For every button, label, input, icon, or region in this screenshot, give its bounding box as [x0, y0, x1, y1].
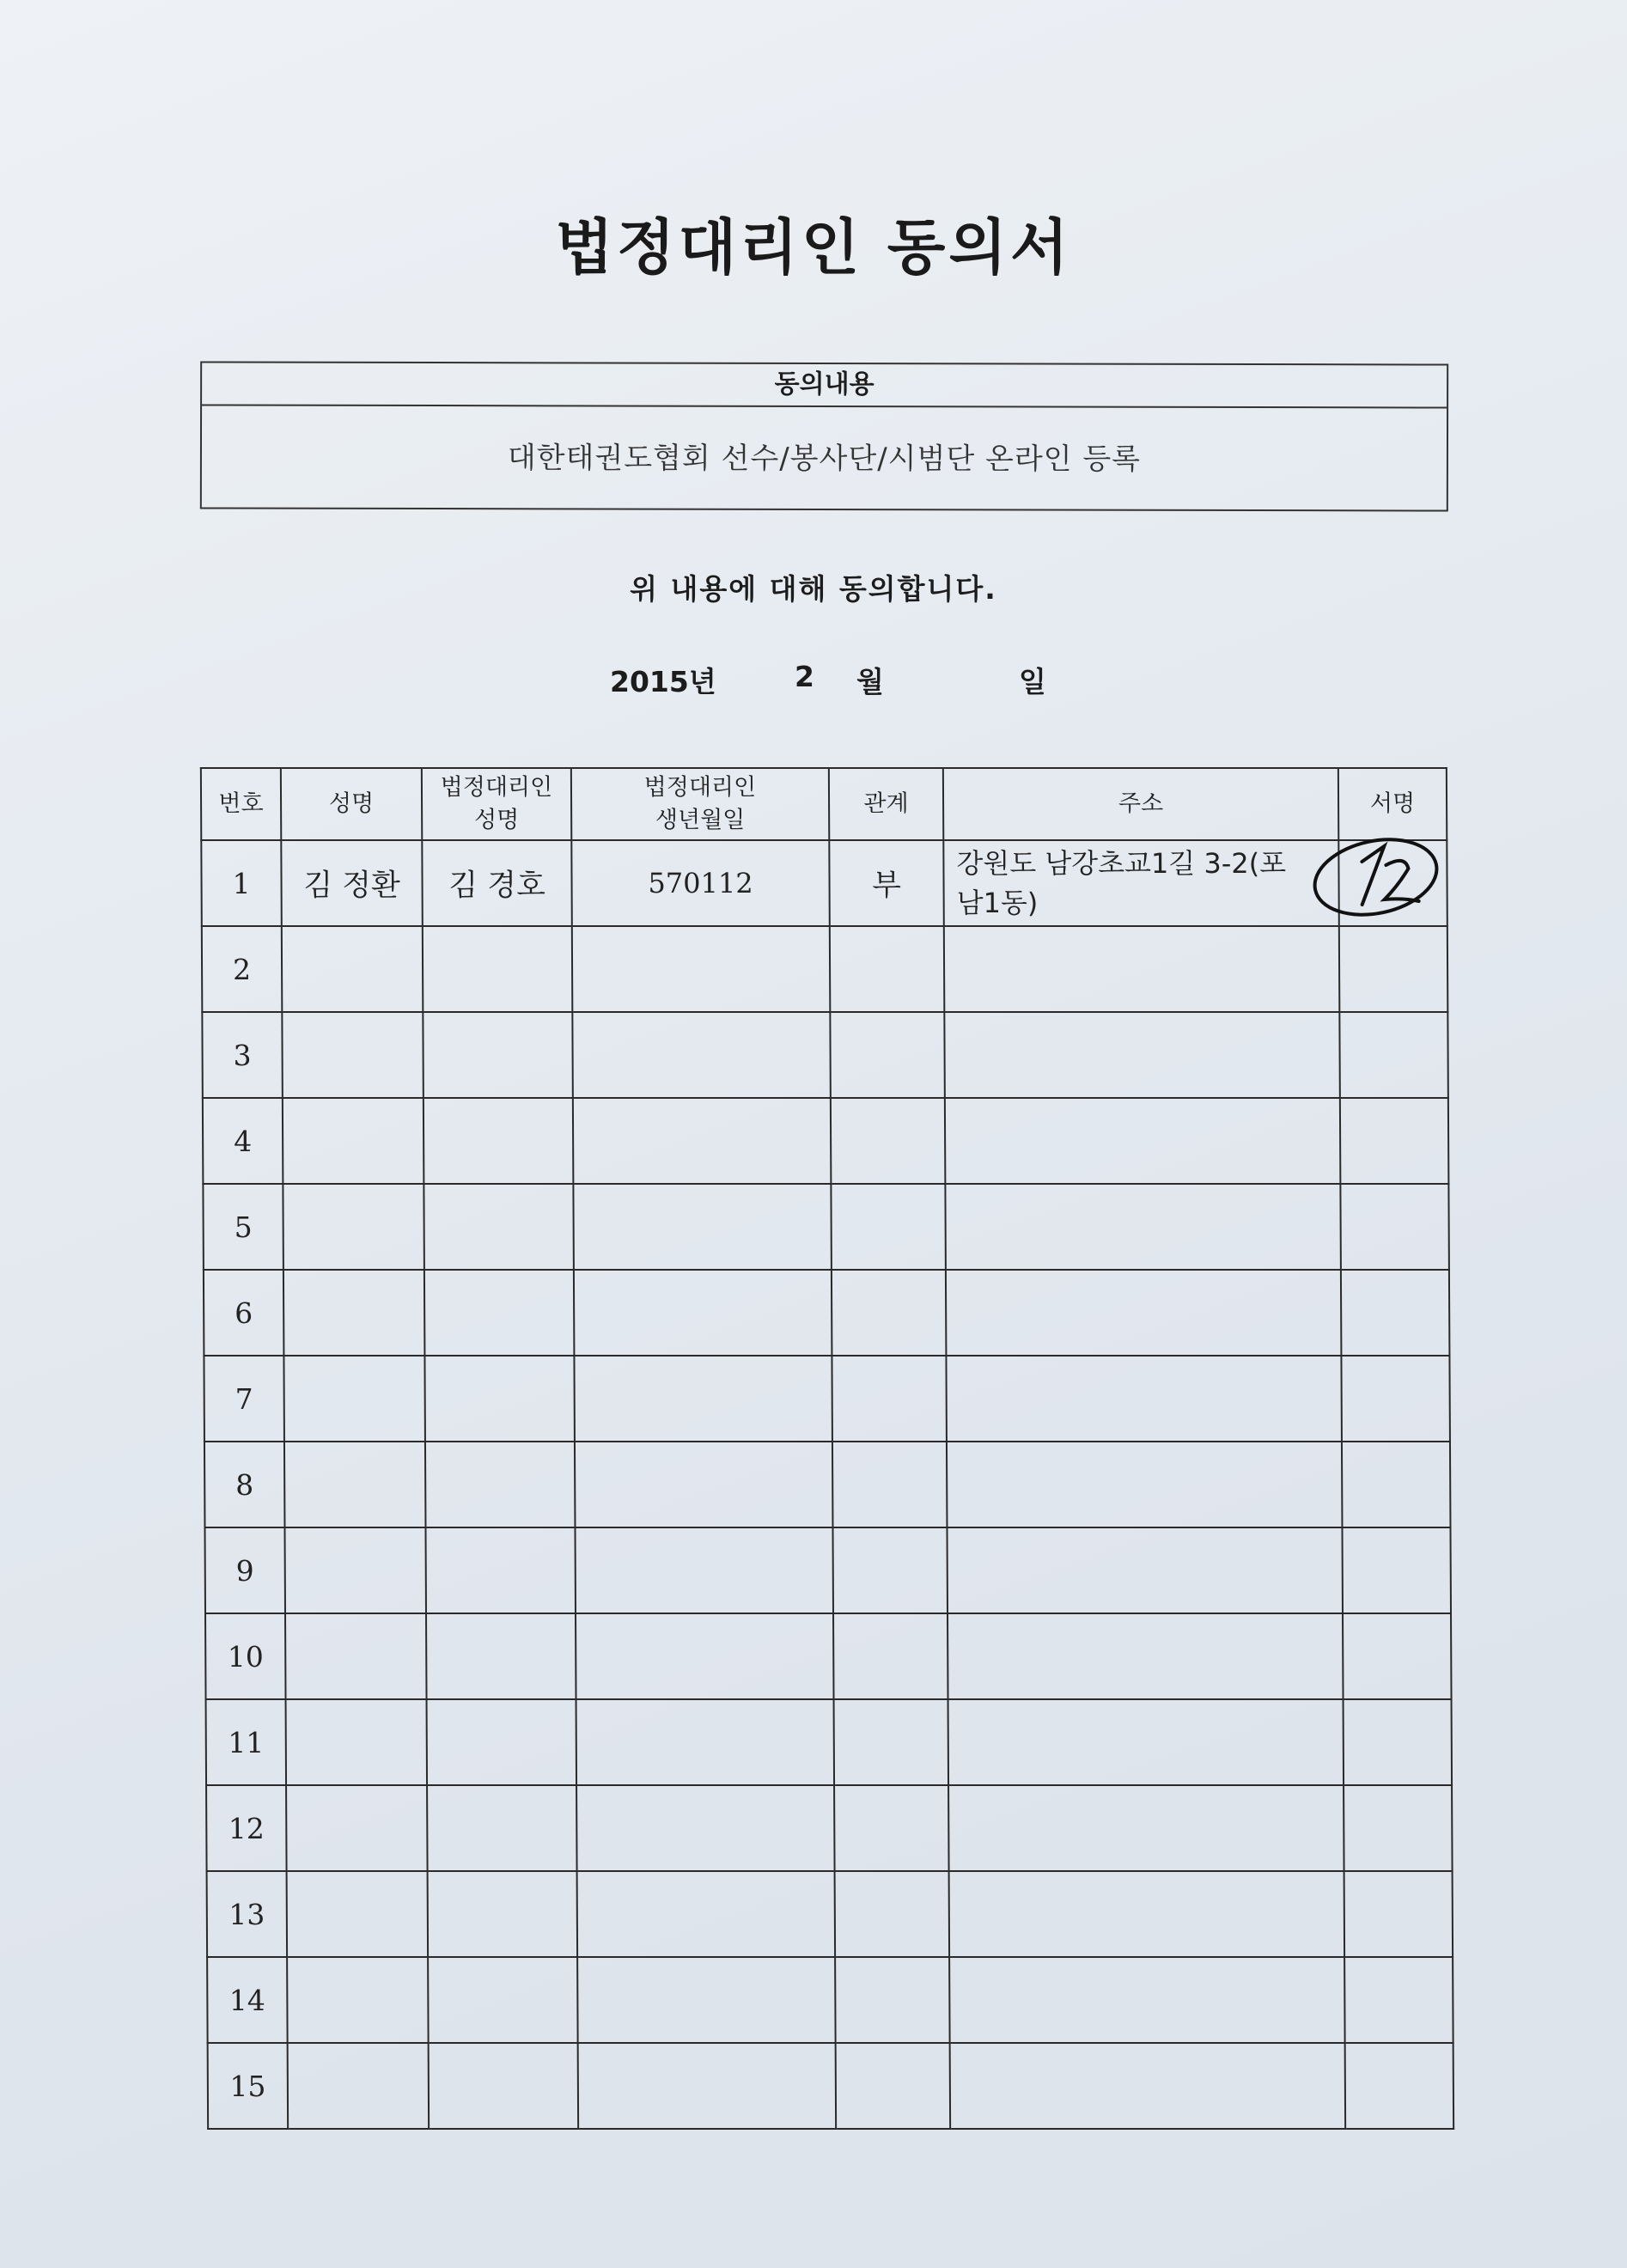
row-number: 10: [205, 1613, 286, 1699]
table-row: [207, 1871, 1453, 1957]
row-name: [283, 1270, 425, 1356]
row-guardian-birthdate: [577, 1871, 836, 1957]
row-guardian-name: [428, 1871, 578, 1957]
row-guardian-birthdate: [573, 1184, 832, 1270]
row-relation: [830, 926, 945, 1012]
row-guardian-name: [424, 1184, 574, 1270]
row-number: 15: [208, 2043, 289, 2129]
row-guardian-birthdate: [573, 1098, 832, 1184]
row-relation: [835, 1957, 950, 2043]
row-signature: [1339, 926, 1448, 1012]
row-signature: [1345, 2043, 1454, 2129]
row-guardian-birthdate: [576, 1613, 834, 1699]
row-relation: [832, 1527, 948, 1613]
row-address: [945, 1098, 1341, 1184]
header-address: 주소: [943, 768, 1338, 840]
table-row: [204, 1270, 1450, 1356]
header-guardian-name-line2: 성명: [473, 807, 520, 833]
row-address: [947, 1527, 1343, 1613]
header-name: 성명: [281, 768, 422, 840]
row-address: [944, 1012, 1340, 1098]
row-signature: [1343, 1613, 1452, 1699]
date-year: 2015년: [610, 665, 716, 698]
row-address: [945, 1184, 1341, 1270]
header-guardian-birthdate: [571, 768, 829, 840]
row-guardian-name: [423, 926, 573, 1012]
row-number: 13: [207, 1871, 288, 1957]
row-relation: [830, 1012, 945, 1098]
row-number: 7: [204, 1356, 284, 1442]
row-guardian-name: [424, 1356, 575, 1442]
row-guardian-name: [425, 1527, 576, 1613]
row-signature: [1338, 840, 1447, 926]
row-guardian-birthdate: [574, 1356, 832, 1442]
row-address-line2: 남1동): [956, 887, 1039, 919]
row-number: 9: [204, 1527, 285, 1613]
row-name: [285, 1613, 427, 1699]
consent-content-box: [200, 361, 1448, 511]
row-signature: [1342, 1442, 1451, 1527]
row-address: [948, 1785, 1344, 1871]
header-relation: 관계: [829, 768, 943, 840]
row-name: [288, 2043, 430, 2129]
row-guardian-name: [425, 1442, 576, 1527]
row-signature: [1341, 1270, 1450, 1356]
row-guardian-name: [427, 1785, 577, 1871]
row-name: [286, 1699, 428, 1785]
row-guardian-birthdate: [575, 1442, 833, 1527]
table-row: [204, 1527, 1451, 1613]
table-row: [206, 1785, 1453, 1871]
row-name: [283, 1184, 424, 1270]
handwritten-signature: [1308, 829, 1455, 932]
row-guardian-birthdate: [572, 926, 831, 1012]
guardian-consent-table: [200, 767, 1454, 2130]
row-name: [283, 1356, 425, 1442]
row-number: 5: [203, 1184, 283, 1270]
row-signature: [1344, 1785, 1453, 1871]
row-address: [946, 1270, 1342, 1356]
row-name: [283, 1098, 424, 1184]
table-row: [204, 1356, 1450, 1442]
row-signature: [1341, 1356, 1450, 1442]
row-number: 11: [206, 1699, 287, 1785]
row-relation: [836, 2043, 951, 2129]
row-guardian-birthdate: [578, 2043, 837, 2129]
header-guardian-name: [422, 768, 571, 840]
row-number: 2: [202, 926, 283, 1012]
row-number: 12: [206, 1785, 287, 1871]
table-row: [203, 1184, 1449, 1270]
row-relation: 부: [829, 840, 944, 926]
table-row: [203, 1098, 1449, 1184]
table-row: [204, 1442, 1451, 1527]
row-relation: [835, 1871, 950, 1957]
agreement-statement: 위 내용에 대해 동의합니다.: [630, 572, 997, 606]
row-relation: [833, 1613, 948, 1699]
table-row: [207, 1957, 1453, 2043]
row-guardian-name: [427, 1699, 577, 1785]
date-month-value: 2: [795, 660, 814, 693]
table-row: [202, 926, 1448, 1012]
row-name: [282, 1012, 424, 1098]
row-signature: [1340, 1098, 1449, 1184]
table-row: [206, 1699, 1453, 1785]
row-address-line1: 강원도 남강초교1길 3-2(포: [956, 847, 1287, 880]
row-signature: [1344, 1957, 1453, 2043]
row-guardian-name: [429, 2043, 579, 2129]
row-name: [284, 1527, 426, 1613]
row-guardian-birthdate: [575, 1527, 833, 1613]
row-name: [282, 926, 424, 1012]
row-relation: [831, 1184, 946, 1270]
row-address: [948, 1699, 1344, 1785]
header-guardian-birth-line2: 생년월일: [655, 807, 746, 833]
date-day-label: 일: [1019, 665, 1046, 698]
row-name: [284, 1442, 426, 1527]
row-address: [948, 1613, 1344, 1699]
row-guardian-birthdate: [572, 1012, 831, 1098]
row-guardian-name: [426, 1613, 576, 1699]
consent-content-header: 동의내용: [202, 363, 1447, 408]
row-signature: [1344, 1871, 1453, 1957]
row-relation: [832, 1442, 948, 1527]
row-guardian-name: [428, 1957, 578, 2043]
table-row: [201, 840, 1447, 926]
row-number: 4: [203, 1098, 283, 1184]
row-address: [950, 2043, 1346, 2129]
row-address: [946, 1356, 1342, 1442]
row-signature: [1342, 1527, 1451, 1613]
row-guardian-birthdate: [576, 1699, 835, 1785]
row-address: [943, 840, 1339, 926]
row-address: [947, 1442, 1343, 1527]
row-name: [287, 1957, 429, 2043]
table-header-row: [201, 768, 1447, 840]
document-title: 법정대리인 동의서: [555, 212, 1072, 283]
row-guardian-birthdate: [574, 1270, 832, 1356]
header-signature: 서명: [1338, 768, 1447, 840]
header-guardian-name-line1: 법정대리인: [440, 774, 553, 801]
row-address: [944, 926, 1340, 1012]
row-guardian-birthdate: 570112: [571, 840, 830, 926]
date-month-label: 월: [856, 665, 884, 698]
row-relation: [832, 1356, 947, 1442]
row-number: 14: [207, 1957, 288, 2043]
row-guardian-birthdate: [577, 1957, 836, 2043]
row-guardian-name: [424, 1098, 574, 1184]
row-address: [949, 1871, 1345, 1957]
header-number: 번호: [201, 768, 281, 840]
table-row: [208, 2043, 1454, 2129]
row-name: [287, 1871, 429, 1957]
consent-content-body: 대한태권도협회 선수/봉사단/시범단 온라인 등록: [507, 441, 1142, 477]
row-signature: [1339, 1012, 1448, 1098]
row-signature: [1340, 1184, 1449, 1270]
row-guardian-name: 김 경호: [422, 840, 572, 926]
row-number: 1: [201, 840, 282, 926]
row-address: [949, 1957, 1345, 2043]
row-relation: [831, 1098, 946, 1184]
row-relation: [832, 1270, 947, 1356]
row-relation: [834, 1785, 949, 1871]
row-relation: [834, 1699, 949, 1785]
table-row: [202, 1012, 1448, 1098]
header-guardian-birth-line1: 법정대리인: [643, 774, 757, 801]
row-guardian-birthdate: [576, 1785, 835, 1871]
row-number: 3: [202, 1012, 283, 1098]
row-guardian-name: [423, 1012, 573, 1098]
row-signature: [1344, 1699, 1453, 1785]
row-name: [286, 1785, 428, 1871]
row-guardian-name: [424, 1270, 575, 1356]
row-number: 6: [204, 1270, 284, 1356]
table-row: [205, 1613, 1452, 1699]
row-number: 8: [204, 1442, 285, 1527]
row-name: 김 정환: [281, 840, 423, 926]
